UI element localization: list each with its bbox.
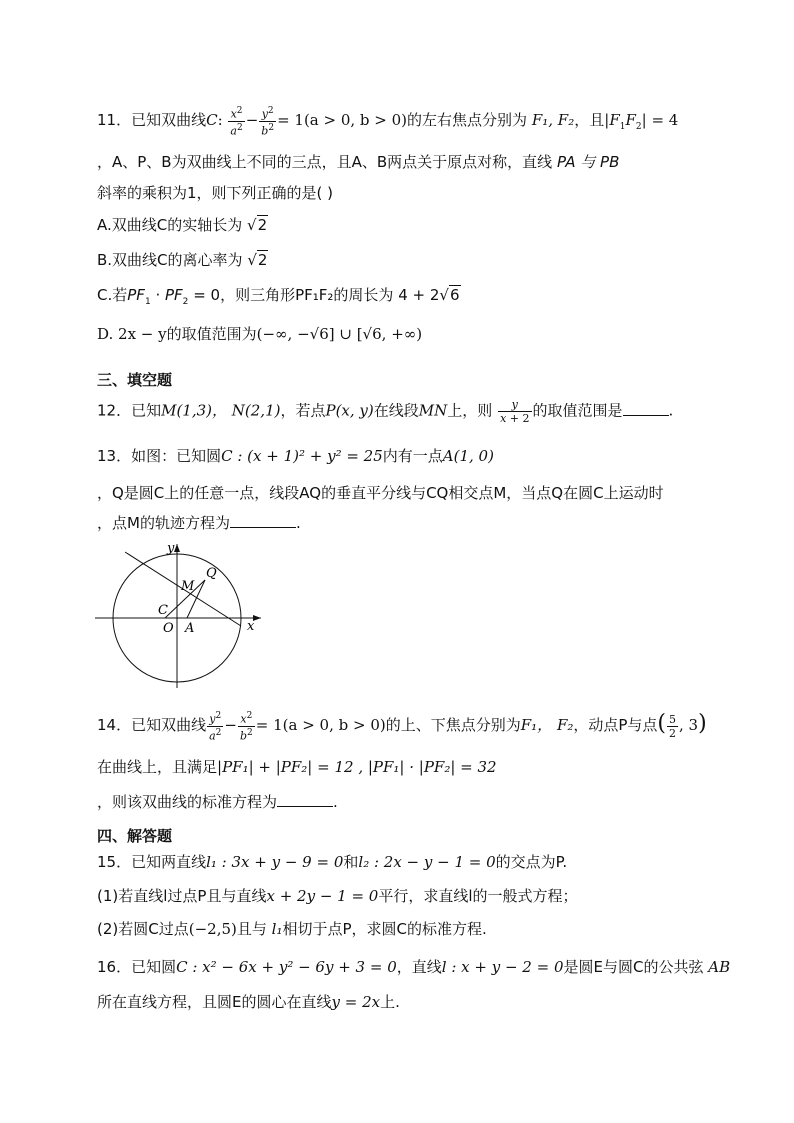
q13-blank <box>230 513 296 528</box>
q13-line3-text: ，点M的轨迹方程为 <box>97 514 230 532</box>
label-m: M <box>181 579 195 594</box>
label-q: Q <box>206 566 217 581</box>
q16-mid: ，直线 <box>396 958 442 976</box>
q14-intro: 14．已知双曲线 <box>97 716 207 735</box>
q16-line2-eq: y = 2x <box>331 993 381 1011</box>
q12-blank <box>623 401 669 416</box>
q14-frac-x: $\frac{x^2}{b^2}$ <box>239 711 253 743</box>
q14-end: . <box>333 793 338 811</box>
q12-points: M(1,3)， N(2,1) <box>161 401 281 420</box>
q11-optC-mid: = 0 <box>193 286 221 304</box>
q11-line1: 11．已知双曲线C: $\frac{x^2}{a^2}$ − $\frac{y^2}{b^2}$ = 1(a > 0, b > 0)的左右焦点分别为 F₁, F₂，且$|F_1F_2| = 4$ <box>97 106 679 138</box>
q16-ab: AB <box>708 958 731 976</box>
q13-line3 <box>97 513 301 533</box>
q11-cond: (a > 0, b > 0) <box>303 111 408 130</box>
q15-l1: l₁ : 3x + y − 9 = 0 <box>206 853 344 871</box>
q11-optC-val: 4 + 2 <box>398 286 440 304</box>
q12-text3: 在线段 <box>373 401 419 420</box>
q15-line1-text: 15．已知两直线 <box>97 853 207 871</box>
q16-eq: C : x² − 6x + y² − 6y + 3 = 0 <box>176 958 397 976</box>
q14-line2-pre: 在曲线上，且满足 <box>97 758 218 776</box>
q13-line1b: 内有一点 <box>382 447 443 465</box>
q15-p2b: 且与 <box>236 920 267 938</box>
q11-optC-post: ，则三角形PF₁F₂的周长为 <box>220 286 394 304</box>
q14-line2-eq: |PF₁| + |PF₂| = 12 , |PF₁| · |PF₂| = 32 <box>217 758 497 776</box>
q11-foci-text: 的左右焦点分别为 <box>407 111 528 130</box>
q15-line1 <box>97 852 567 872</box>
q11-pa-pb: PA 与 PB <box>556 153 620 171</box>
q15-p1b: 平行，求直线l的一般式方程； <box>378 887 578 905</box>
q16-line-eq: l : x + y − 2 = 0 <box>441 958 564 976</box>
q11-foci-names: F₁, F₂ <box>531 111 575 130</box>
q15-p2-pt: (−2,5) <box>188 920 237 938</box>
q12-frac: $\frac{y}{x + 2}$ <box>500 398 530 425</box>
q12-text5: 的取值范围是 <box>532 401 623 420</box>
q12-end: . <box>668 401 674 420</box>
q15-part2 <box>97 919 487 939</box>
q15-part1 <box>97 886 578 906</box>
label-o: O <box>163 621 174 636</box>
y-axis-arrow <box>174 544 180 552</box>
q14-blank <box>277 792 333 807</box>
q11-optD <box>97 324 422 344</box>
q15-l2: l₂ : 2x − y − 1 = 0 <box>358 853 496 871</box>
q15-line1b: 的交点为P. <box>495 853 568 871</box>
q16-line2-text: 所在直线方程，且圆E的圆心在直线 <box>97 993 332 1011</box>
q11-optC: C.若$PF_1 \cdot PF_2 = 0$，则三角形PF₁F₂的周长为 4 + 2√6 <box>97 286 460 307</box>
q11-optD-range: (−∞, −√6] ∪ [√6, +∞) <box>256 325 423 343</box>
q14-foci: F₁， F₂ <box>520 716 574 735</box>
q15-p2: (2)若圆C过点 <box>97 920 189 938</box>
q16-line1-text: 16．已知圆 <box>97 958 177 976</box>
q11-optC-pre: C.若 <box>97 286 128 304</box>
q15-p2-l1: l₁ <box>271 920 283 938</box>
q13-figure <box>95 540 265 690</box>
q16-line1b: 是圆E与圆C的公共弦 <box>563 958 704 976</box>
q13-line1-text: 13．如图：已知圆 <box>97 447 222 465</box>
section-3-heading: 三、填空题 <box>97 371 173 389</box>
q11-intro: 11．已知双曲线 <box>97 111 207 130</box>
q16-line2 <box>97 992 400 1012</box>
q15-p2c: 相切于点P，求圆C的标准方程. <box>282 920 487 938</box>
label-x: x <box>247 619 255 634</box>
q11-focal-eq: = 4 <box>651 111 679 130</box>
q12-seg: MN <box>418 401 448 420</box>
q14-text1: 的上、下焦点分别为 <box>385 716 521 735</box>
q16-line2b: 上. <box>380 993 400 1011</box>
q11-and: ，且 <box>574 111 605 130</box>
section-4-heading: 四、解答题 <box>97 827 173 845</box>
q11-optD-expr: D. 2x − y <box>97 325 167 343</box>
q11-frac-x: $\frac{x^2}{a^2}$ <box>230 106 243 138</box>
label-y: y <box>167 541 175 556</box>
q12-line <box>97 398 673 425</box>
q15-and: 和 <box>343 853 359 871</box>
q14-cond: (a > 0, b > 0) <box>282 716 386 735</box>
q11-optB: B.双曲线C的离心率为 √2 <box>97 251 268 269</box>
q13-pt: A(1, 0) <box>442 447 494 465</box>
q11-optB-text: B.双曲线C的离心率为 <box>97 251 243 269</box>
q12-pt: P(x, y) <box>325 401 374 420</box>
q11-c: C <box>206 111 218 130</box>
q13-eq: C : (x + 1)² + y² = 25 <box>221 447 383 465</box>
q11-optD-text: 的取值范围为 <box>166 325 257 343</box>
q12-text2: ，若点 <box>280 401 326 420</box>
q13-end: . <box>295 514 301 532</box>
q14-line3-text: ，则该双曲线的标准方程为 <box>97 793 278 811</box>
q12-text4: 上，则 <box>447 401 493 420</box>
q15-p1-eq: x + 2y − 1 = 0 <box>266 887 379 905</box>
q12-text1: 12．已知 <box>97 401 162 420</box>
q14-line1: 14．已知双曲线 $\frac{y^2}{a^2}$ − $\frac{x^2}{b^2}$ = 1(a > 0, b > 0)的上、下焦点分别为F₁， F₂，动点P与点( $\frac{5}{2}$ , 3) <box>97 711 707 743</box>
q13-line1 <box>97 446 494 466</box>
q11-frac-y: $\frac{y^2}{b^2}$ <box>261 106 275 138</box>
label-a: A <box>185 621 195 636</box>
q11-line3: 斜率的乘积为1，则下列正确的是( ) <box>97 184 334 202</box>
q11-line2-text: ，A、P、B为双曲线上不同的三点，且A、B两点关于原点对称，直线 <box>97 153 553 171</box>
q14-text2: ，动点P与点 <box>573 716 658 735</box>
q16-line1 <box>97 957 730 977</box>
q14-frac-y: $\frac{y^2}{a^2}$ <box>209 711 222 743</box>
q15-p1: (1)若直线l过点P且与直线 <box>97 887 267 905</box>
q11-line2 <box>97 152 619 172</box>
q14-line2 <box>97 757 497 777</box>
q13-line2: ，Q是圆C上的任意一点，线段AQ的垂直平分线与CQ相交点M，当点Q在圆C上运动时 <box>97 484 664 502</box>
q14-line3 <box>97 792 338 812</box>
q11-optA-text: A.双曲线C的实轴长为 <box>97 216 243 234</box>
q11-optA: A.双曲线C的实轴长为 √2 <box>97 216 268 234</box>
q14-frac-point: $\frac{5}{2}$ <box>669 712 677 740</box>
label-c: C <box>158 603 168 618</box>
